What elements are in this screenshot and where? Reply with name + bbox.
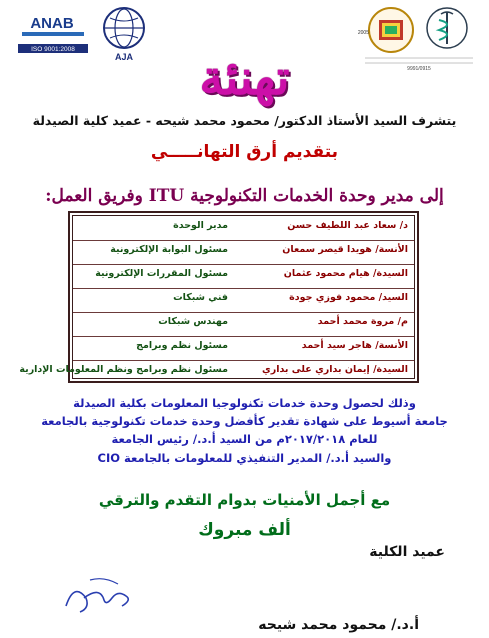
table-row <box>73 312 414 337</box>
body-line-1: وذلك لحصول وحدة خدمات تكنولوجيا المعلومات بكلية الصيدلة <box>73 396 416 410</box>
member-name: م/ مروة محمد أحمد <box>317 316 408 327</box>
member-role: مسئول البوابة الإلكترونية <box>110 244 228 255</box>
table-row <box>73 216 414 241</box>
congratulations-line: ألف مبروك <box>198 520 291 540</box>
member-role: مسئول نظم وبرامج ونظم المعلومات الإدارية <box>19 364 228 375</box>
table-row <box>73 336 414 361</box>
member-name: الأنسة/ هاجر سيد أحمد <box>301 340 408 351</box>
signature-icon <box>60 568 140 618</box>
member-role: مهندس شبكات <box>158 316 228 327</box>
member-role: مسئول المقررات الإلكترونية <box>95 268 228 279</box>
aja-text: AJA <box>114 52 134 62</box>
table-row <box>73 264 414 289</box>
dean-title: عميد الكلية <box>369 544 445 560</box>
body-line-4: والسيد أ.د./ المدير التنفيذي للمعلومات بالجامعة CIO <box>97 451 392 465</box>
team-table-body <box>19 215 415 379</box>
member-role: فني شبكات <box>173 292 228 303</box>
offer-line: بتقديم أرق التهانـــــي <box>150 142 339 162</box>
iso-text: ISO 9001:2008 <box>31 46 75 53</box>
body-line-3: للعام ٢٠١٧/٢٠١٨م من السيد أ.د./ رئيس الجامعة <box>111 432 378 446</box>
member-name: د/ سعاد عبد اللطيف حسن <box>287 220 408 231</box>
recipients-line: إلى مدير وحدة الخدمات التكنولوجية ITU وفريق العمل: <box>45 186 444 206</box>
crest-code: 9991/0915 <box>407 66 431 72</box>
dean-name: أ.د./ محمود محمد شيحه <box>258 617 419 633</box>
table-row <box>73 240 414 265</box>
member-name: الأنسة/ هويدا قيصر سمعان <box>282 244 408 255</box>
member-name: السيدة/ إيمان بداري على بداري <box>262 364 408 375</box>
member-role: مدير الوحدة <box>173 220 228 231</box>
anab-text: ANAB <box>30 15 74 32</box>
honor-line: يتشرف السيد الأستاذ الدكتور/ محمود محمد شيحه - عميد كلية الصيدلة <box>32 113 457 128</box>
member-role: مسئول نظم وبرامج <box>136 340 228 351</box>
signature <box>60 568 140 618</box>
body-line-2: جامعة أسيوط على شهادة تقدير كأفضل وحدة خدمات تكنولوجية بالجامعة <box>41 414 448 428</box>
table-row <box>19 360 414 382</box>
table-row <box>73 288 414 313</box>
team-table <box>19 211 419 383</box>
crest-year: 2005 <box>357 30 369 36</box>
page-title: تهنئة <box>199 50 290 106</box>
member-name: السيدة/ هيام محمود عثمان <box>283 268 408 279</box>
member-name: السيد/ محمود فوزي جودة <box>289 292 408 303</box>
wishes-line: مع أجمل الأمنيات بدوام التقدم والترقي <box>98 491 391 509</box>
